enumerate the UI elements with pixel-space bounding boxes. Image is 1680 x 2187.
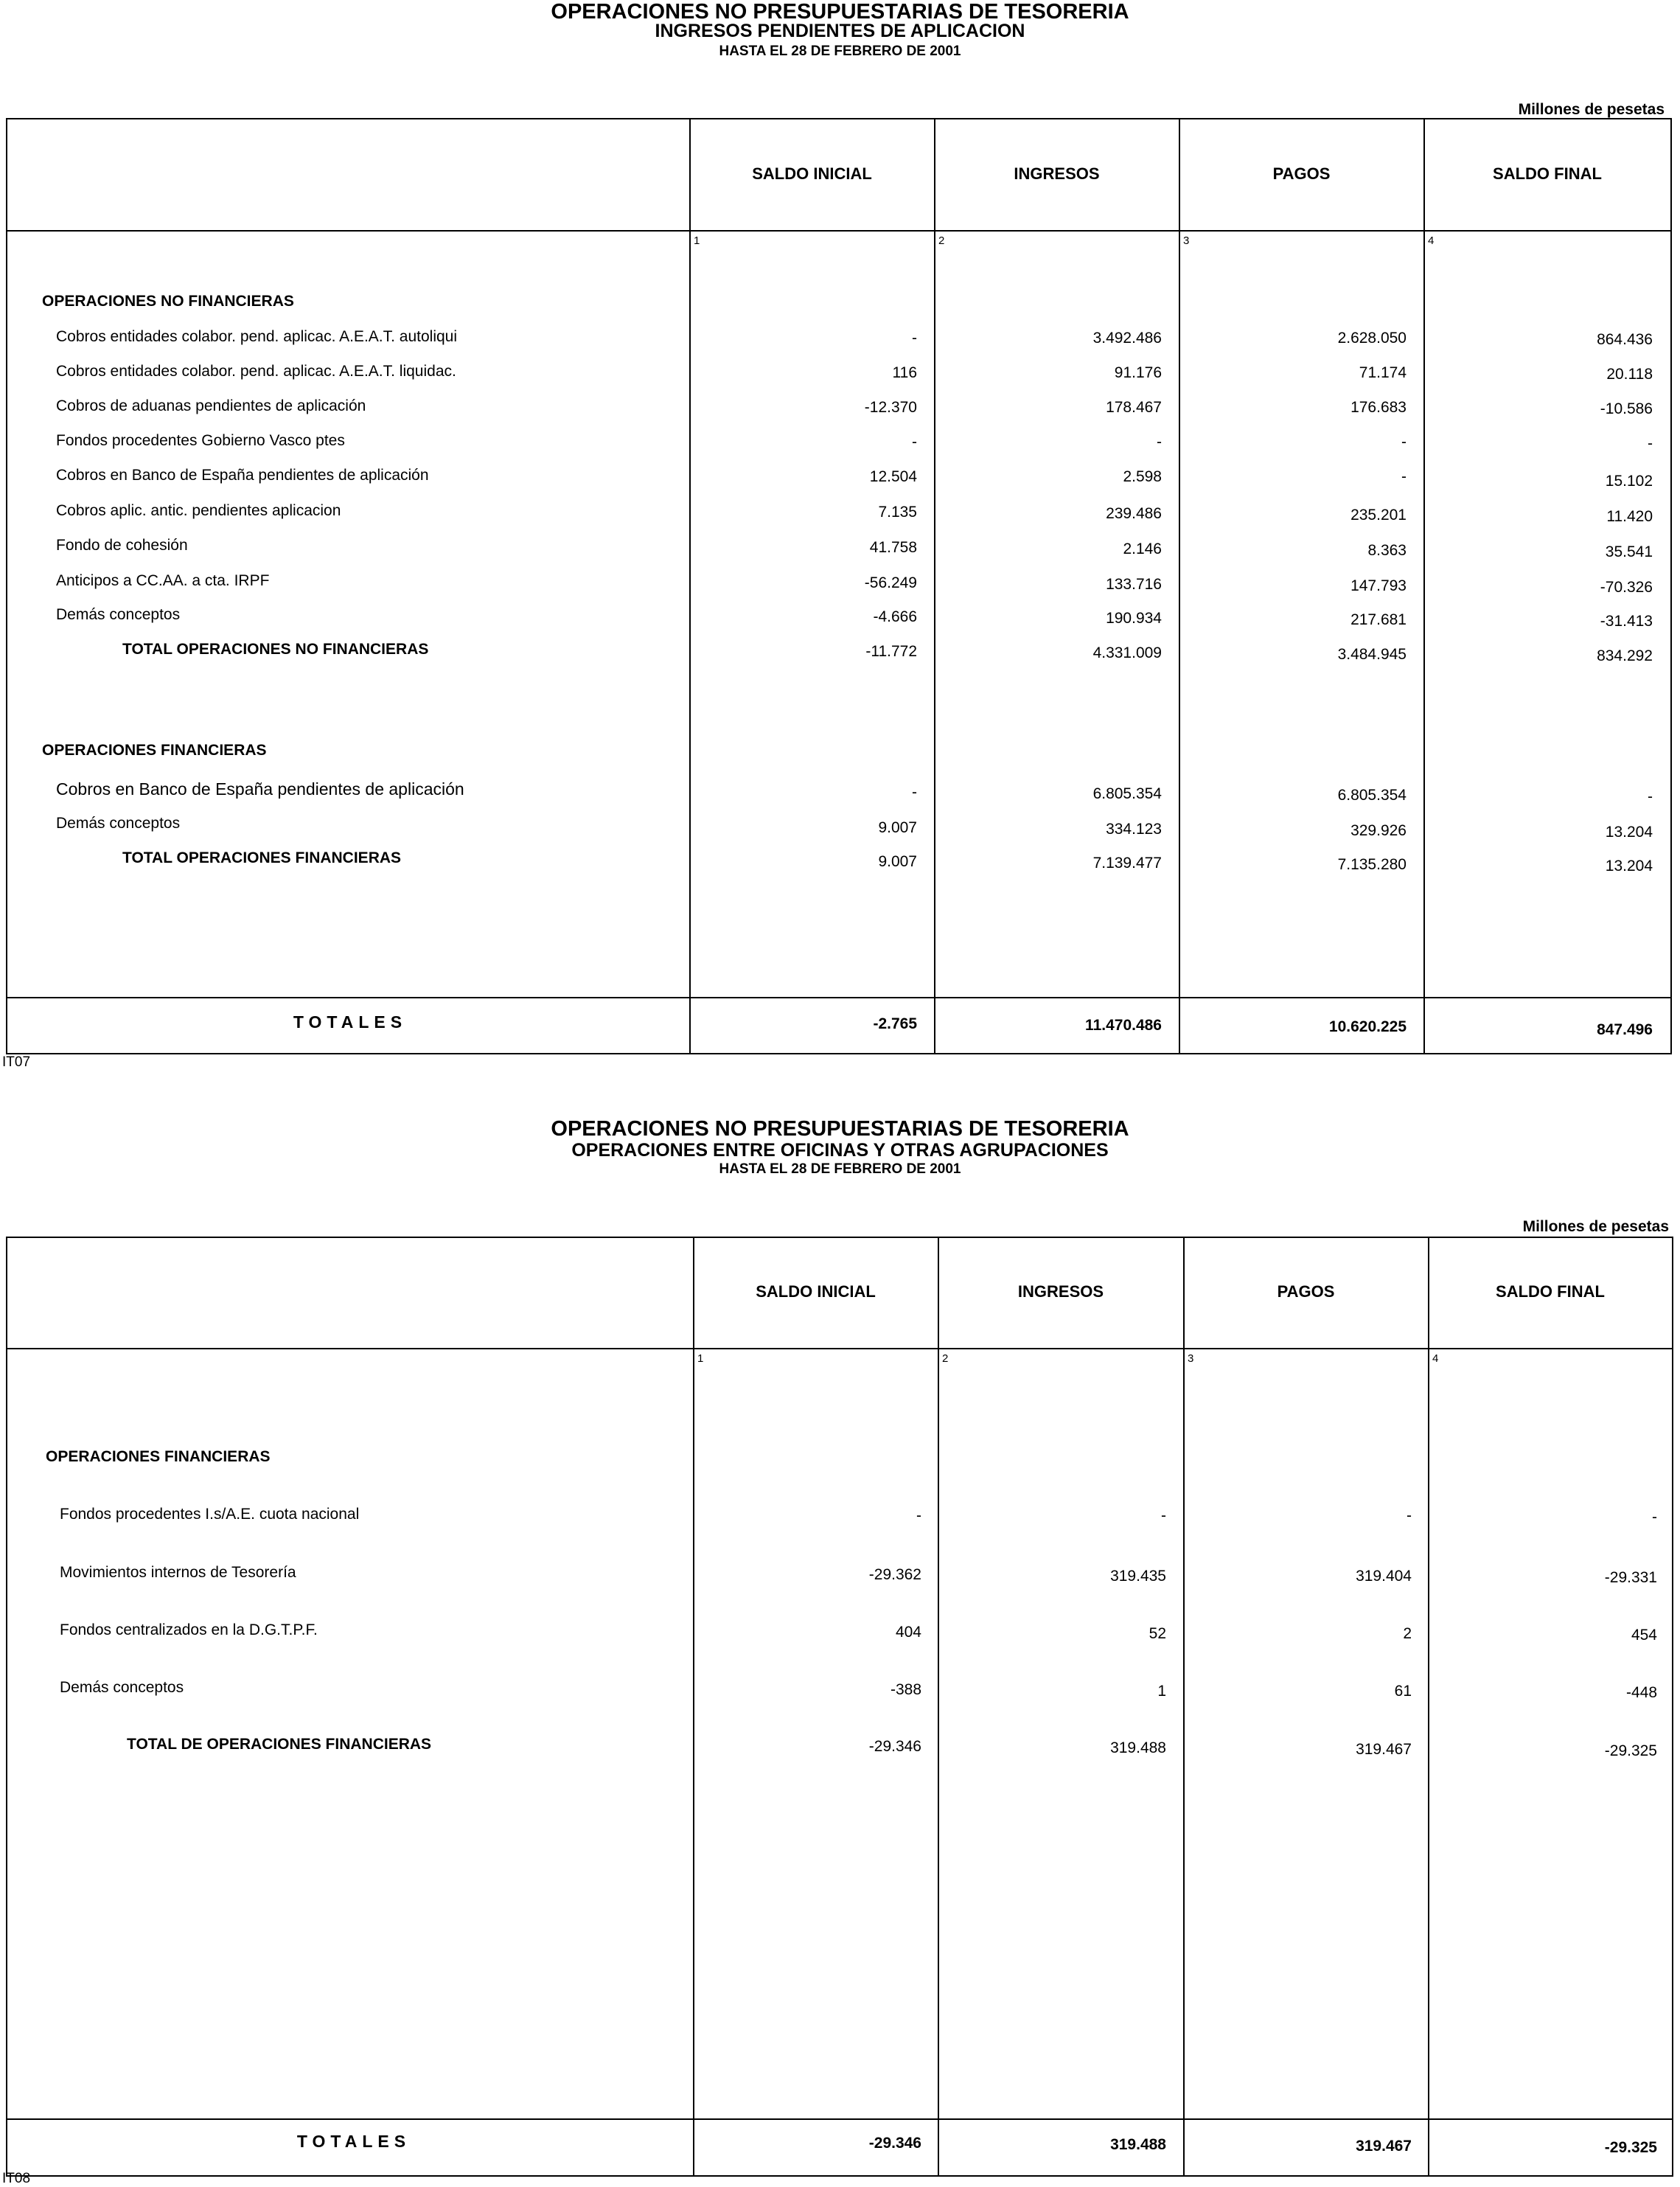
cell-saldo-final: 20.118	[1606, 366, 1653, 383]
cell-saldo-inicial: -	[916, 1507, 921, 1524]
cell-saldo-inicial: 116	[892, 364, 917, 381]
cell-saldo-final: -448	[1625, 1684, 1657, 1701]
cell-saldo-inicial: 9.007	[878, 819, 917, 836]
row-label: Fondos centralizados en la D.G.T.P.F.	[60, 1621, 318, 1638]
cell-ingresos: 319.435	[1110, 1568, 1166, 1585]
cell-ingresos: 334.123	[1106, 821, 1162, 838]
report1-totals-rule	[6, 997, 1672, 998]
report2-col-divider	[1428, 1237, 1429, 2177]
cell-pagos: -	[1401, 434, 1407, 451]
cell-ingresos: 319.488	[1110, 2136, 1166, 2153]
cell-ingresos: 11.470.486	[1085, 1017, 1162, 1034]
cell-saldo-final: -31.413	[1600, 613, 1653, 630]
report1-subtitle: INGRESOS PENDIENTES DE APLICACION	[655, 21, 1025, 41]
total-label: TOTAL OPERACIONES FINANCIERAS	[122, 849, 402, 866]
cell-ingresos: 178.467	[1106, 399, 1162, 416]
report1-header-ingresos: INGRESOS	[1014, 164, 1100, 183]
cell-saldo-final: -29.331	[1604, 1569, 1657, 1586]
report2-totals-rule	[6, 2118, 1673, 2120]
totals-label: TOTALES	[293, 1012, 408, 1032]
cell-pagos: 235.201	[1350, 507, 1407, 524]
report1-header-pagos: PAGOS	[1272, 164, 1331, 183]
row-label: Cobros entidades colabor. pend. aplicac. A.E.A.T. autoliqui	[56, 328, 458, 345]
row-label: Cobros en Banco de España pendientes de aplicación	[56, 779, 464, 799]
cell-saldo-final: -10.586	[1600, 400, 1653, 417]
cell-saldo-inicial: 7.135	[878, 504, 917, 521]
cell-saldo-inicial: -29.362	[868, 1566, 921, 1583]
cell-pagos: -	[1401, 468, 1407, 485]
cell-ingresos: 91.176	[1114, 364, 1162, 381]
report2-column-number: 4	[1432, 1352, 1439, 1365]
report1-column-number: 4	[1428, 234, 1435, 247]
cell-pagos: 2	[1403, 1625, 1412, 1642]
row-label: Fondo de cohesión	[56, 537, 188, 554]
total-label: TOTAL DE OPERACIONES FINANCIERAS	[127, 1736, 432, 1753]
cell-pagos: 319.467	[1356, 2138, 1412, 2155]
cell-pagos: 6.805.354	[1337, 787, 1407, 804]
totals-label: TOTALES	[296, 2132, 411, 2151]
report2-header-pagos: PAGOS	[1277, 1282, 1335, 1301]
cell-saldo-final: 15.102	[1605, 473, 1653, 490]
report1-section-no-financieras: OPERACIONES NO FINANCIERAS	[42, 293, 294, 310]
report2-title: OPERACIONES NO PRESUPUESTARIAS DE TESORERIA	[551, 1117, 1129, 1141]
cell-saldo-inicial: 9.007	[878, 853, 917, 870]
cell-saldo-final: -	[1652, 1509, 1657, 1526]
cell-saldo-inicial: -56.249	[864, 574, 917, 591]
cell-saldo-inicial: 41.758	[869, 539, 917, 556]
cell-pagos: -	[1407, 1507, 1412, 1524]
cell-saldo-final: 13.204	[1605, 824, 1653, 841]
report1-header-saldo-inicial: SALDO INICIAL	[752, 164, 872, 183]
cell-pagos: 61	[1394, 1683, 1412, 1700]
cell-ingresos: 3.492.486	[1092, 330, 1162, 347]
cell-saldo-inicial: -2.765	[873, 1015, 917, 1032]
row-label: Demás conceptos	[60, 1679, 184, 1696]
cell-saldo-inicial: -388	[890, 1681, 921, 1698]
report1-title: OPERACIONES NO PRESUPUESTARIAS DE TESORERIA	[551, 0, 1129, 24]
cell-saldo-final: -70.326	[1600, 579, 1653, 596]
row-label: Cobros entidades colabor. pend. aplicac. A.E.A.T. liquidac.	[56, 363, 456, 380]
report2-header-saldo-inicial: SALDO INICIAL	[756, 1282, 876, 1301]
report2-table-frame	[6, 1237, 1673, 2177]
report2-header-saldo-final: SALDO FINAL	[1496, 1282, 1605, 1301]
cell-saldo-final: 13.204	[1605, 858, 1653, 875]
report2-date: HASTA EL 28 DE FEBRERO DE 2001	[719, 1161, 961, 1177]
cell-saldo-final: 834.292	[1597, 647, 1653, 664]
report2-col-divider	[1183, 1237, 1185, 2177]
cell-ingresos: 52	[1149, 1625, 1166, 1642]
report2-column-number: 2	[942, 1352, 949, 1365]
report1-column-number: 3	[1183, 234, 1190, 247]
row-label: Cobros en Banco de España pendientes de aplicación	[56, 467, 429, 484]
cell-ingresos: 239.486	[1106, 505, 1162, 522]
report1-header-rule	[6, 230, 1672, 232]
cell-ingresos: 133.716	[1106, 576, 1162, 593]
report1-units: Millones de pesetas	[1518, 101, 1665, 118]
row-label: Fondos procedentes Gobierno Vasco ptes	[56, 432, 345, 449]
row-label: Cobros aplic. antic. pendientes aplicacion	[56, 502, 341, 519]
cell-saldo-inicial: -29.346	[868, 1738, 921, 1755]
cell-ingresos: -	[1157, 434, 1162, 451]
row-label: Fondos procedentes I.s/A.E. cuota nacional	[60, 1506, 360, 1523]
cell-pagos: 8.363	[1367, 542, 1407, 559]
cell-pagos: 71.174	[1359, 364, 1407, 381]
cell-pagos: 2.628.050	[1337, 330, 1407, 347]
cell-saldo-inicial: 404	[895, 1624, 921, 1641]
report2-header-ingresos: INGRESOS	[1017, 1282, 1104, 1301]
cell-pagos: 217.681	[1350, 611, 1407, 628]
cell-saldo-final: 864.436	[1597, 331, 1653, 348]
cell-pagos: 7.135.280	[1337, 856, 1407, 873]
cell-saldo-final: -29.325	[1604, 1742, 1657, 1759]
cell-ingresos: 4.331.009	[1092, 644, 1162, 661]
report1-column-number: 1	[694, 234, 700, 247]
cell-saldo-final: 35.541	[1605, 543, 1653, 560]
cell-ingresos: 1	[1157, 1683, 1166, 1700]
report1-header-saldo-final: SALDO FINAL	[1493, 164, 1602, 183]
report2-col-divider	[693, 1237, 694, 2177]
cell-saldo-final: -	[1648, 788, 1653, 805]
row-label: Demás conceptos	[56, 606, 181, 623]
cell-ingresos: 7.139.477	[1092, 855, 1162, 872]
cell-saldo-inicial: -	[912, 784, 917, 801]
cell-pagos: 176.683	[1350, 399, 1407, 416]
cell-pagos: 329.926	[1350, 822, 1407, 839]
cell-ingresos: 190.934	[1106, 610, 1162, 627]
report2-header-rule	[6, 1348, 1673, 1349]
cell-ingresos: -	[1161, 1507, 1166, 1524]
report1-code: IT07	[2, 1054, 31, 1070]
cell-saldo-inicial: -12.370	[864, 399, 917, 416]
row-label: Demás conceptos	[56, 815, 181, 832]
report2-column-number: 3	[1188, 1352, 1194, 1365]
cell-saldo-inicial: -4.666	[873, 608, 917, 625]
cell-saldo-final: -	[1648, 435, 1653, 452]
cell-pagos: 319.404	[1356, 1568, 1412, 1585]
report2-units: Millones de pesetas	[1522, 1218, 1669, 1235]
cell-saldo-inicial: -11.772	[865, 643, 917, 660]
cell-pagos: 10.620.225	[1328, 1018, 1407, 1035]
row-label: Anticipos a CC.AA. a cta. IRPF	[56, 572, 270, 589]
cell-saldo-final: 454	[1631, 1627, 1657, 1644]
report2-col-divider	[938, 1237, 939, 2177]
cell-ingresos: 2.146	[1123, 540, 1162, 557]
cell-ingresos: 2.598	[1123, 468, 1162, 485]
report1-date: HASTA EL 28 DE FEBRERO DE 2001	[719, 44, 961, 59]
report2-section-financieras: OPERACIONES FINANCIERAS	[46, 1448, 271, 1465]
row-label: Cobros de aduanas pendientes de aplicación	[56, 397, 366, 414]
cell-saldo-final: 11.420	[1606, 508, 1653, 525]
report2-column-number: 1	[697, 1352, 704, 1365]
cell-ingresos: 6.805.354	[1092, 785, 1162, 802]
cell-saldo-inicial: 12.504	[869, 468, 917, 485]
report2-subtitle: OPERACIONES ENTRE OFICINAS Y OTRAS AGRUPACIONES	[571, 1140, 1109, 1161]
cell-pagos: 319.467	[1356, 1741, 1412, 1758]
report2-code: IT08	[2, 2171, 31, 2186]
cell-ingresos: 319.488	[1110, 1739, 1166, 1756]
row-label: Movimientos internos de Tesorería	[60, 1564, 296, 1581]
cell-pagos: 147.793	[1350, 577, 1407, 594]
report1-column-number: 2	[938, 234, 945, 247]
cell-saldo-inicial: -29.346	[868, 2135, 921, 2152]
report1-section-financieras: OPERACIONES FINANCIERAS	[42, 742, 267, 759]
total-label: TOTAL OPERACIONES NO FINANCIERAS	[122, 641, 429, 658]
cell-saldo-inicial: -	[912, 330, 917, 347]
cell-saldo-final: 847.496	[1597, 1021, 1653, 1038]
cell-saldo-inicial: -	[912, 434, 917, 451]
cell-pagos: 3.484.945	[1337, 646, 1407, 663]
cell-saldo-final: -29.325	[1604, 2139, 1657, 2156]
